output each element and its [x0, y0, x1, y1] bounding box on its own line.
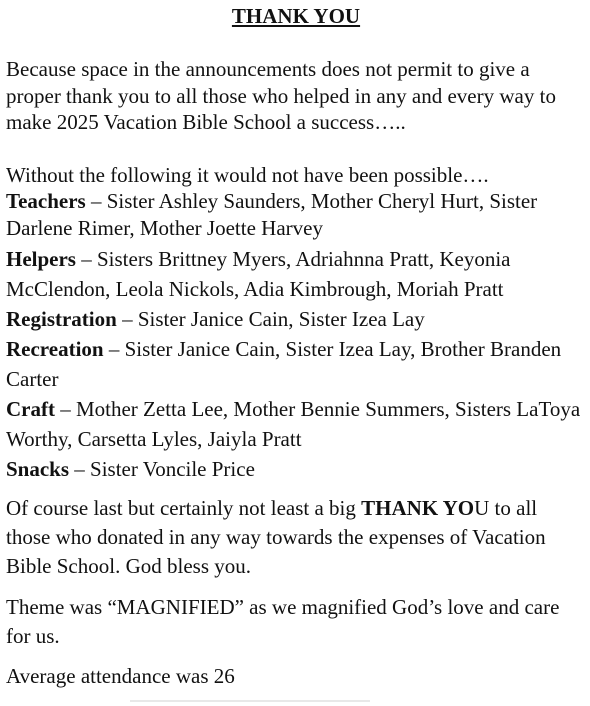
- role-label: Craft: [6, 397, 55, 421]
- role-names: Sister Voncile Price: [90, 457, 255, 481]
- role-separator: –: [116, 307, 138, 331]
- role-registration: [6, 304, 586, 334]
- role-names: Mother Zetta Lee, Mother Bennie Summers, Sisters LaToya Worthy, Carsetta Lyles, Jaiyla Pratt: [6, 397, 581, 451]
- role-helpers: [6, 244, 586, 304]
- role-label: Registration: [6, 307, 117, 331]
- role-names: Sister Janice Cain, Sister Izea Lay, Brother Branden Carter: [6, 337, 562, 391]
- closing-text-after: U to all those who donated in any way towards the expenses of Vacation Bible School. God bless you.: [6, 496, 546, 578]
- document: [6, 0, 586, 690]
- closing-paragraph: [6, 494, 586, 581]
- role-recreation: [6, 334, 586, 394]
- role-separator: –: [85, 189, 107, 213]
- intro-paragraph: Because space in the announcements does not permit to give a proper thank you to all those who helped in any and every way to make 2025 Vacation Bible School a success…..: [6, 57, 556, 134]
- role-separator: –: [54, 397, 76, 421]
- closing-text-before: Of course last but certainly not least a big: [6, 496, 362, 520]
- closing-thank-you: THANK YO: [361, 496, 475, 520]
- role-label: Recreation: [6, 337, 104, 361]
- page-title: THANK YOU: [231, 4, 361, 28]
- roles-list-top: [6, 188, 586, 241]
- lead-line: Without the following it would not have been possible….: [6, 162, 489, 187]
- role-label: Teachers: [6, 189, 86, 213]
- role-label: Snacks: [6, 457, 70, 481]
- role-teachers: [6, 188, 586, 241]
- role-label: Helpers: [6, 247, 76, 271]
- roles-list: [6, 244, 586, 484]
- role-names: Sisters Brittney Myers, Adriahnna Pratt, Keyonia McClendon, Leola Nickols, Adia Kimbrough, Moriah Pratt: [6, 247, 511, 301]
- theme-paragraph: Theme was “MAGNIFIED” as we magnified God’s love and care for us.: [6, 595, 560, 648]
- role-separator: –: [75, 247, 97, 271]
- role-snacks: [6, 454, 586, 484]
- role-separator: –: [69, 457, 91, 481]
- role-names: Sister Janice Cain, Sister Izea Lay: [137, 307, 425, 331]
- scan-artifact-line: [130, 700, 370, 702]
- role-names: Sister Ashley Saunders, Mother Cheryl Hurt, Sister Darlene Rimer, Mother Joette Harvey: [6, 189, 538, 240]
- role-separator: –: [103, 337, 125, 361]
- role-craft: [6, 394, 586, 454]
- attendance-line: Average attendance was 26: [6, 664, 235, 688]
